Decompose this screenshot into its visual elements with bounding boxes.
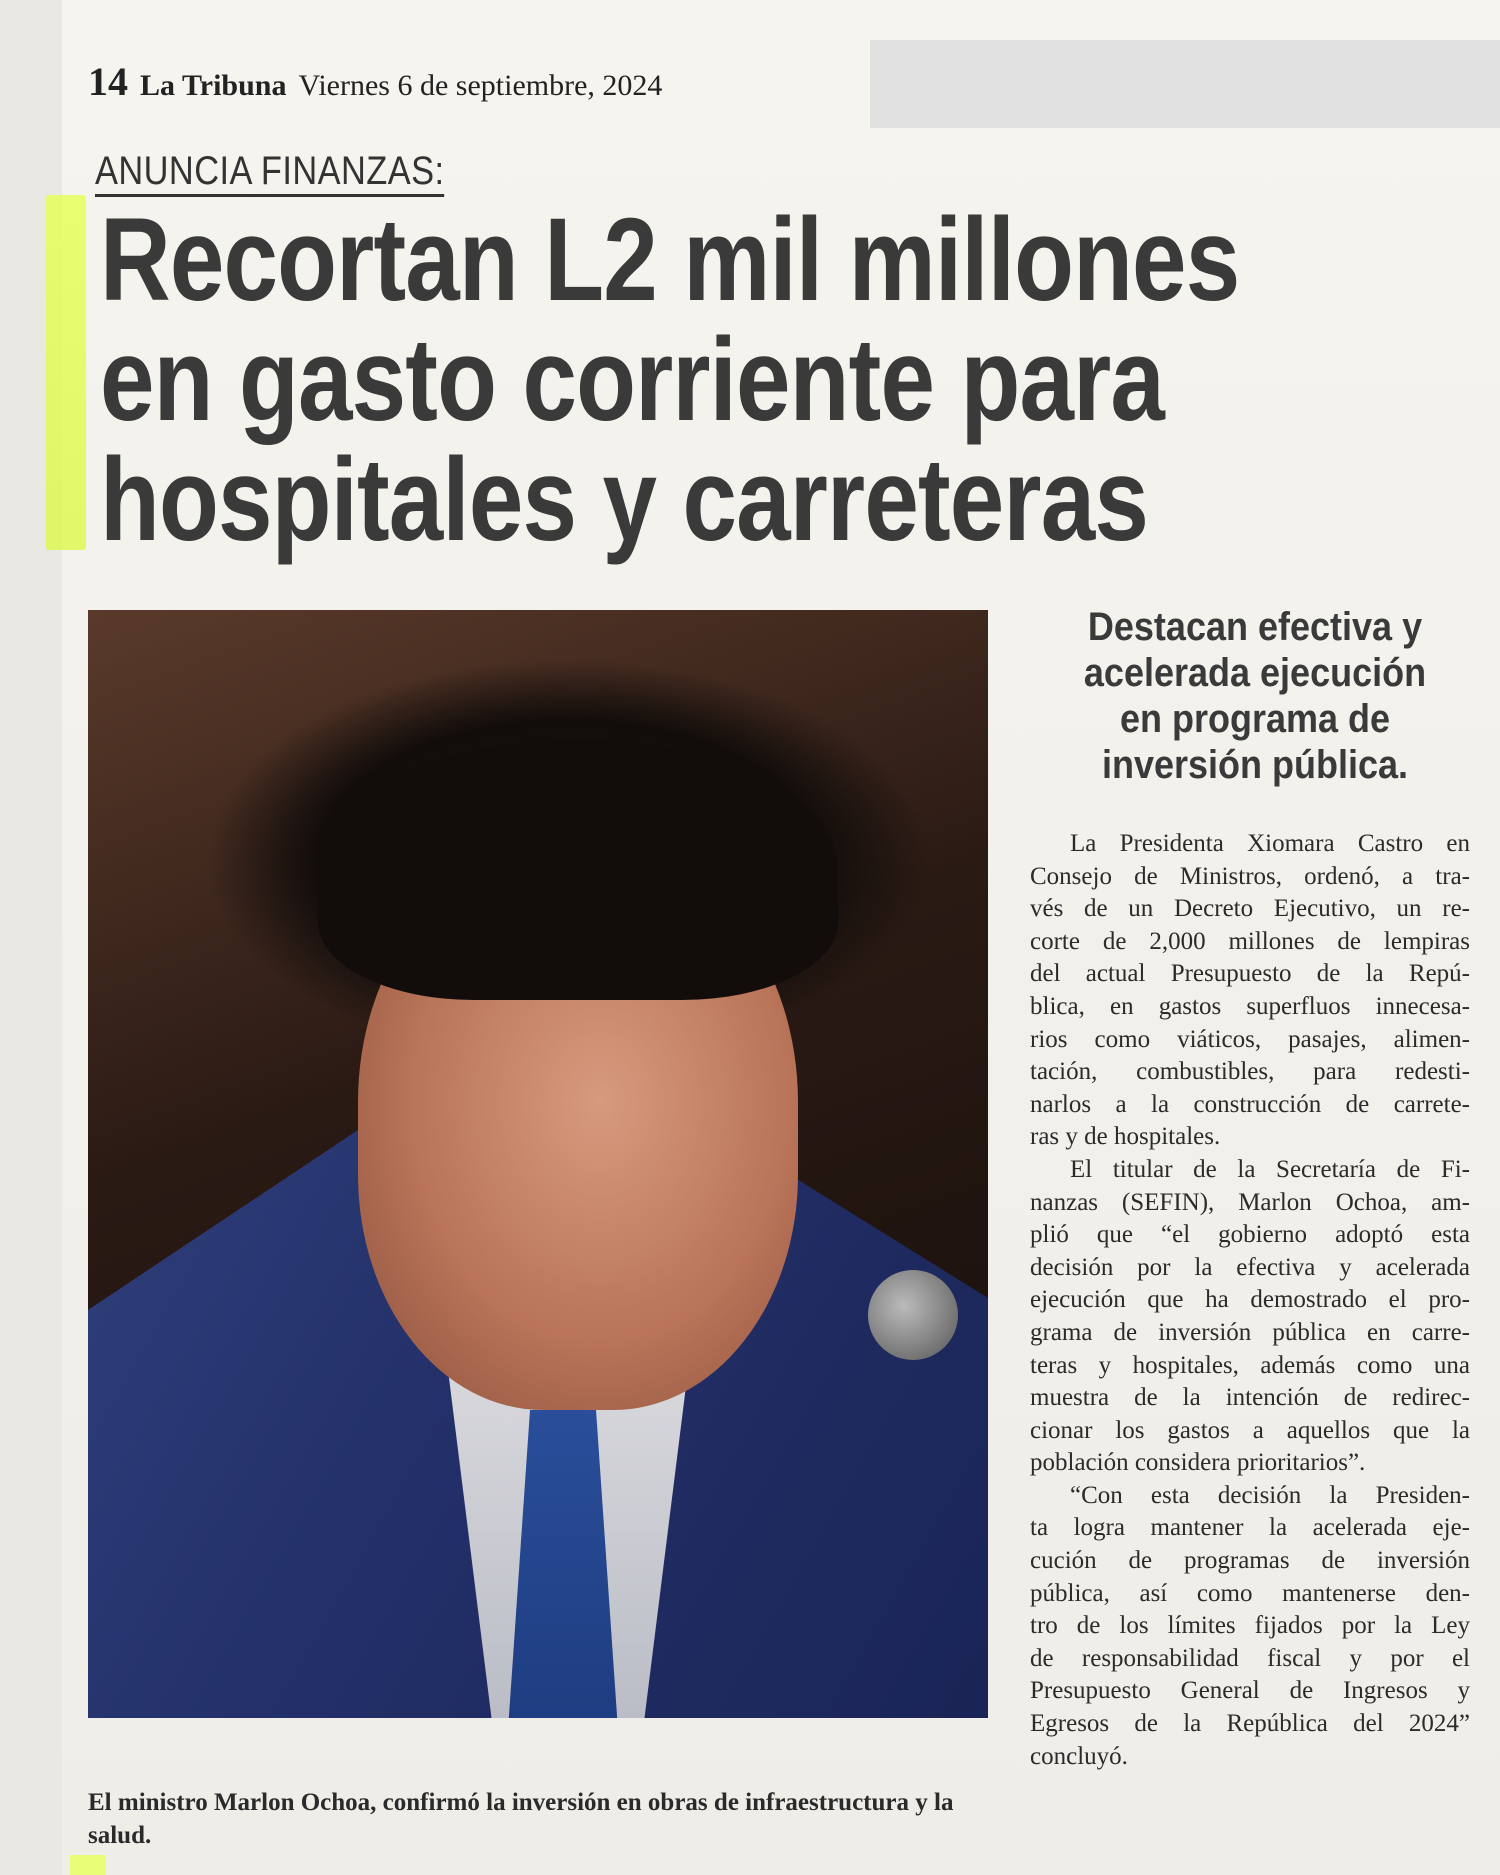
article-kicker: ANUNCIA FINANZAS: (95, 148, 444, 197)
publication-date: Viernes 6 de septiembre, 2024 (298, 69, 663, 102)
body-line: población considera prioritarios”. (1030, 1449, 1366, 1477)
body-line: teras y hospitales, además como una (1030, 1351, 1470, 1379)
body-line: plió que “el gobierno adoptó esta (1030, 1221, 1470, 1249)
newspaper-name: La Tribuna (140, 69, 287, 102)
body-line: de responsabilidad fiscal y por el (1030, 1644, 1470, 1672)
article-headline (100, 194, 1245, 566)
highlighter-mark-bottom (70, 1855, 106, 1875)
photo-caption: El ministro Marlon Ochoa, confirmó la inversión en obras de infraestructura y la salud. (88, 1789, 954, 1849)
body-line: narlos a la construcción de carrete- (1030, 1090, 1470, 1118)
page-folio (88, 58, 662, 108)
scan-header-band (870, 40, 1500, 128)
body-line: cución de programas de inversión (1030, 1547, 1470, 1575)
body-line: corte de 2,000 millones de lempiras (1030, 927, 1470, 955)
microphone-icon (868, 1270, 958, 1360)
deck-line: Destacan efectiva y (1087, 605, 1423, 649)
deck-line: inversión pública. (1101, 743, 1409, 787)
body-line: concluyó. (1030, 1742, 1128, 1770)
body-line: “Con esta decisión la Presiden- (1070, 1481, 1470, 1509)
headline-line: Recortan L2 mil millones (100, 194, 1240, 326)
body-line: ejecución que ha demostrado el pro- (1030, 1286, 1470, 1314)
body-line: tro de los límites fijados por la Ley (1030, 1612, 1470, 1640)
body-line: muestra de la intención de redirec- (1030, 1384, 1470, 1412)
body-line: nanzas (SEFIN), Marlon Ochoa, am- (1030, 1188, 1470, 1216)
body-line: tación, combustibles, para redesti- (1030, 1058, 1470, 1086)
body-line: cionar los gastos a aquellos que la (1030, 1416, 1470, 1444)
body-line: pública, así como mantenerse den- (1030, 1579, 1470, 1607)
body-line: vés de un Decreto Ejecutivo, un re- (1030, 895, 1470, 923)
body-line: del actual Presupuesto de la Repú- (1030, 960, 1470, 988)
article-deck (1053, 604, 1458, 788)
article-body (1030, 828, 1470, 1773)
headline-line: hospitales y carreteras (100, 434, 1148, 566)
body-line: La Presidenta Xiomara Castro en (1070, 830, 1470, 857)
body-line: Egresos de la República del 2024” (1030, 1710, 1470, 1738)
body-line: rios como viáticos, pasajes, alimen- (1030, 1025, 1470, 1053)
body-line: Presupuesto General de Ingresos y (1030, 1677, 1470, 1705)
deck-line: en programa de (1119, 697, 1391, 741)
body-line: El titular de la Secretaría de Fi- (1070, 1155, 1470, 1183)
headline-line: en gasto corriente para (100, 314, 1165, 446)
body-line: grama de inversión pública en carre- (1030, 1318, 1470, 1346)
body-line: blica, en gastos superfluos innecesa- (1030, 992, 1470, 1020)
article-photo (88, 610, 988, 1718)
body-line: ras y de hospitales. (1030, 1123, 1221, 1151)
page-number: 14 (88, 59, 128, 104)
body-line: ta logra mantener la acelerada eje- (1030, 1514, 1470, 1542)
body-line: Consejo de Ministros, ordenó, a tra- (1030, 862, 1470, 890)
body-line: decisión por la efectiva y acelerada (1030, 1253, 1470, 1281)
deck-line: acelerada ejecución (1083, 651, 1427, 695)
highlighter-mark (46, 195, 86, 550)
photo-hair (318, 740, 838, 1000)
